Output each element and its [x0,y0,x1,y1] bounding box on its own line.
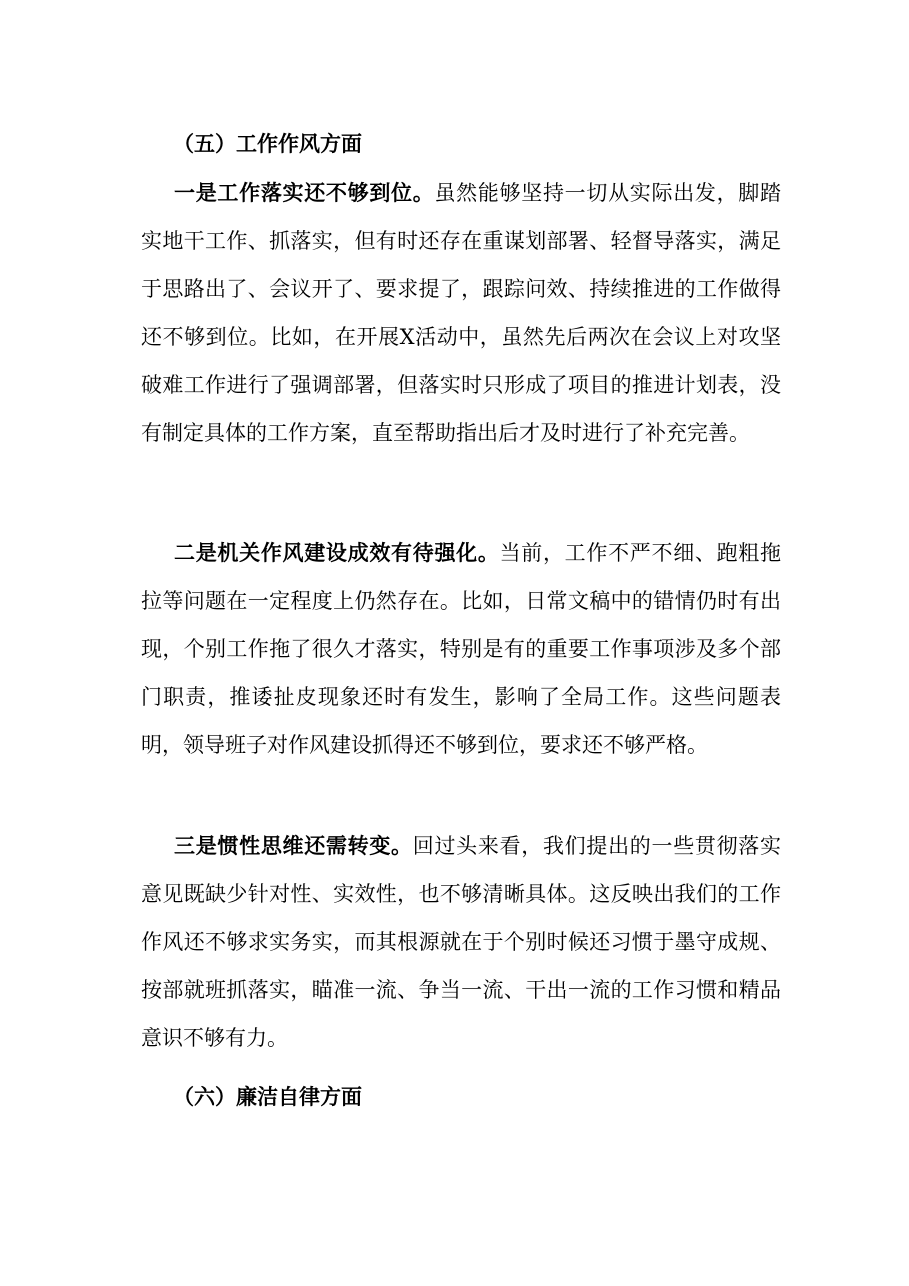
paragraph-1-body: 虽然能够坚持一切从实际出发，脚踏实地干工作、抓落实，但有时还存在重谋划部署、轻督导落实，满足于思路出了、会议开了、要求提了，跟踪问效、持续推进的工作做得还不够到位。比如，在开展X活动中，虽然先后两次在会议上对攻坚破难工作进行了强调部署，但落实时只形成了项目的推进计划表，没有制定具体的工作方案，直至帮助指出后才及时进行了补充完善。 [141,181,782,445]
paragraph-3-body: 回过头来看，我们提出的一些贯彻落实意见既缺少针对性、实效性，也不够清晰具体。这反映出我们的工作作风还不够求实务实，而其根源就在于个别时候还习惯于墨守成规、按部就班抓落实，瞄准一流、争当一流、干出一流的工作习惯和精品意识不够有力。 [141,834,782,1050]
paragraph-1-lead: 一是工作落实还不够到位。 [174,181,435,205]
paragraph-2-lead: 二是机关作风建设成效有待强化。 [174,541,500,565]
paragraph-3-lead: 三是惯性思维还需转变。 [174,834,413,858]
paragraph-1 [141,169,781,457]
section-heading-6: （六）廉洁自律方面 [173,1085,362,1109]
paragraph-2-body: 当前，工作不严不细、跑粗拖拉等问题在一定程度上仍然存在。比如，日常文稿中的错情仍时有出现，个别工作拖了很久才落实，特别是有的重要工作事项涉及多个部门职责，推诿扯皮现象还时有发生，影响了全局工作。这些问题表明，领导班子对作风建设抓得还不够到位，要求还不够严格。 [141,541,782,757]
section-heading-5: （五）工作作风方面 [173,132,362,156]
paragraph-2 [141,529,781,769]
paragraph-3 [141,822,781,1062]
